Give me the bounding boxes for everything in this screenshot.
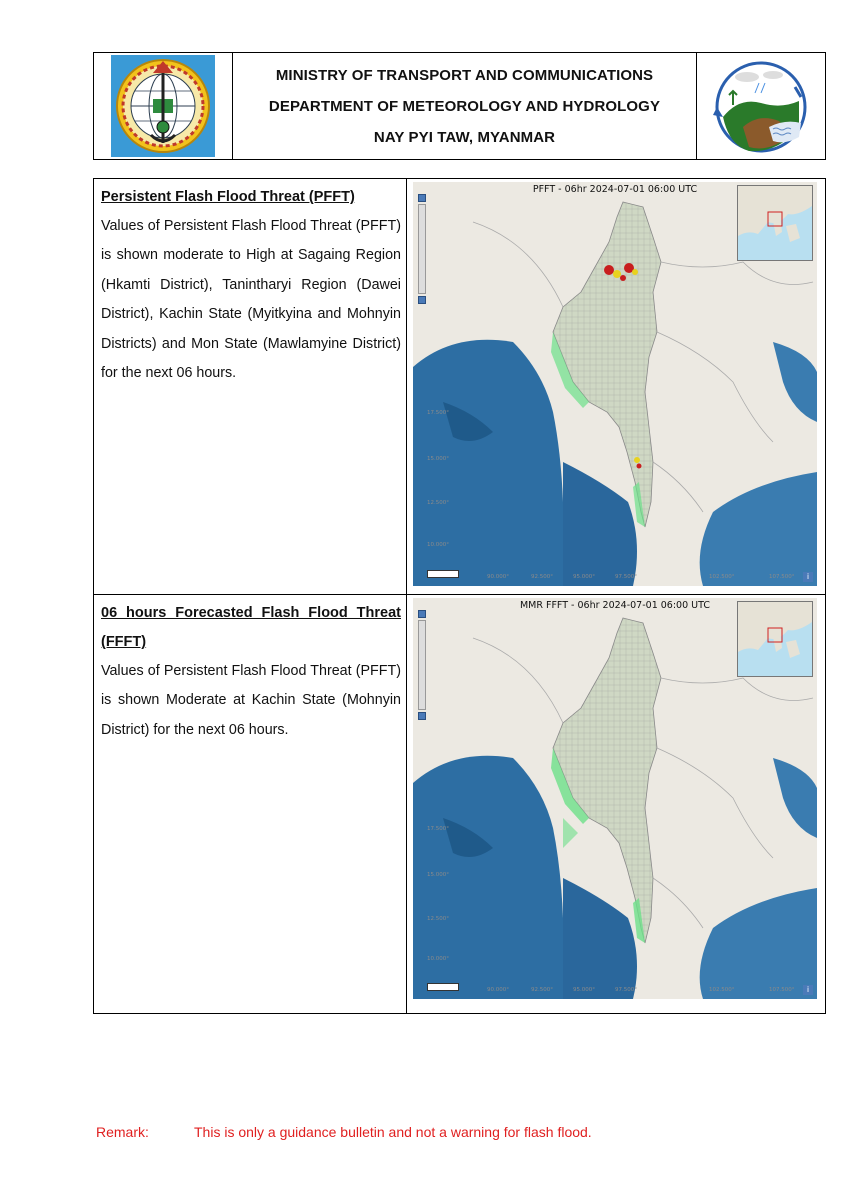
lon-label: 102.500° <box>709 574 735 580</box>
lat-label: 15.000° <box>427 872 449 878</box>
letterhead <box>93 52 826 160</box>
lon-label: 97.500° <box>615 987 637 993</box>
overview-inset-map[interactable] <box>737 601 813 677</box>
info-icon[interactable]: i <box>803 572 813 582</box>
ffft-title-line2: (FFFT) <box>101 634 147 650</box>
pfft-map-caption: PFFT - 06hr 2024-07-01 06:00 UTC <box>532 184 698 195</box>
overview-inset-map[interactable] <box>737 185 813 261</box>
lon-label: 92.500° <box>531 987 553 993</box>
pfft-description: Values of Persistent Flash Flood Threat (PFFT) is shown moderate to High at Sagaing Region (Hkamti District), Tanintharyi Region (Dawei District), Kachin State (Myitkyina and Mohnyin Districts) and Mon State (Mawlamyine District) for the next 06 hours. <box>101 218 401 382</box>
inset-graphic <box>738 186 812 260</box>
hydrological-cycle-logo-icon <box>709 57 813 155</box>
lat-label: 15.000° <box>427 456 449 462</box>
lat-label: 12.500° <box>427 916 449 922</box>
pfft-title: Persistent Flash Flood Threat (PFFT) <box>101 189 355 205</box>
scale-bar <box>427 570 459 578</box>
lon-label: 90.000° <box>487 574 509 580</box>
zoom-in-button[interactable] <box>418 610 426 618</box>
zoom-slider[interactable] <box>418 620 426 710</box>
ffft-map[interactable] <box>413 598 817 999</box>
info-icon[interactable]: i <box>803 985 813 995</box>
remark-label: Remark: <box>96 1124 149 1140</box>
ffft-map-cell <box>407 595 825 1013</box>
zoom-control[interactable] <box>418 610 426 722</box>
zoom-out-button[interactable] <box>418 712 426 720</box>
right-logo-cell <box>697 53 825 159</box>
inset-graphic <box>738 602 812 676</box>
lat-label: 10.000° <box>427 542 449 548</box>
lon-label: 107.500° <box>769 574 795 580</box>
lon-label: 95.000° <box>573 987 595 993</box>
ffft-text-cell <box>94 595 407 1013</box>
lat-label: 17.500° <box>427 826 449 832</box>
pfft-row <box>94 179 825 595</box>
ministry-emblem-icon <box>111 55 215 157</box>
lon-label: 97.500° <box>615 574 637 580</box>
ffft-description: Values of Persistent Flash Flood Threat (PFFT) is shown Moderate at Kachin State (Mohnyin District) for the next 06 hours. <box>101 663 401 738</box>
scale-bar <box>427 983 459 991</box>
pfft-map-cell <box>407 179 825 594</box>
location: NAY PYI TAW, MYANMAR <box>373 128 556 146</box>
header-titles <box>233 53 697 159</box>
lon-label: 107.500° <box>769 987 795 993</box>
ffft-row <box>94 595 825 1013</box>
lon-label: 92.500° <box>531 574 553 580</box>
zoom-slider[interactable] <box>418 204 426 294</box>
zoom-control[interactable] <box>418 194 426 306</box>
remark <box>96 1124 592 1140</box>
lat-label: 12.500° <box>427 500 449 506</box>
ministry-name: MINISTRY OF TRANSPORT AND COMMUNICATIONS <box>275 66 654 84</box>
lon-label: 102.500° <box>709 987 735 993</box>
bulletin-table <box>93 178 826 1014</box>
lat-label: 10.000° <box>427 956 449 962</box>
lon-label: 90.000° <box>487 987 509 993</box>
remark-text: This is only a guidance bulletin and not a warning for flash flood. <box>194 1124 592 1140</box>
lon-label: 95.000° <box>573 574 595 580</box>
ffft-title-line1: 06 hours Forecasted Flash Flood Threat <box>101 605 401 621</box>
ffft-map-caption: MMR FFFT - 06hr 2024-07-01 06:00 UTC <box>519 600 710 611</box>
department-name: DEPARTMENT OF METEOROLOGY AND HYDROLOGY <box>268 97 661 115</box>
zoom-in-button[interactable] <box>418 194 426 202</box>
lat-label: 17.500° <box>427 410 449 416</box>
pfft-text-cell <box>94 179 407 594</box>
pfft-map[interactable] <box>413 182 817 586</box>
zoom-out-button[interactable] <box>418 296 426 304</box>
left-logo-cell <box>94 53 233 159</box>
